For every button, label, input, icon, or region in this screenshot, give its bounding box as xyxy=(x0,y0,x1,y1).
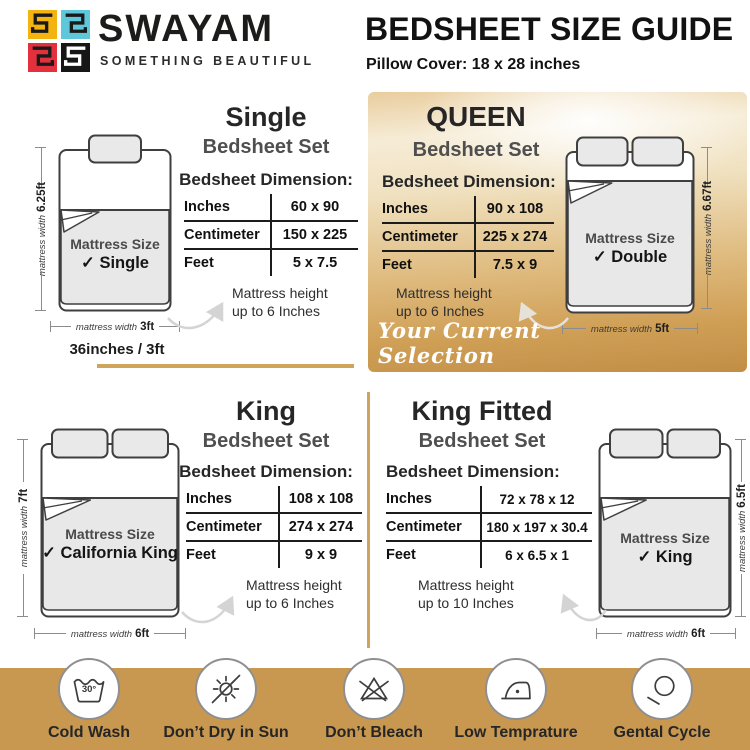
mattress-size-label: Mattress Size ✓ Single xyxy=(70,236,160,272)
check-icon: ✓ xyxy=(42,544,56,562)
dimension-table xyxy=(184,194,358,276)
bed-diagram xyxy=(58,134,172,312)
table-row: Feet 9 x 9 xyxy=(186,542,362,568)
check-icon: ✓ xyxy=(81,254,95,272)
logo-square-icon xyxy=(28,43,57,72)
dimension-heading: Bedsheet Dimension: xyxy=(386,462,560,481)
page-title: BEDSHEET SIZE GUIDE xyxy=(365,11,734,47)
mattress-size-label: Mattress Size ✓ California King xyxy=(42,526,178,562)
table-row: Feet 5 x 7.5 xyxy=(184,250,358,276)
quadrant-king xyxy=(0,390,366,655)
curved-arrow xyxy=(558,584,610,626)
table-row: Centimeter 274 x 274 xyxy=(186,514,362,542)
logo-square-icon xyxy=(28,10,57,39)
size-name: King Fitted xyxy=(411,396,553,426)
table-row: Centimeter 150 x 225 xyxy=(184,222,358,250)
check-icon: ✓ xyxy=(637,548,652,566)
table-row: Feet 7.5 x 9 xyxy=(382,252,554,278)
set-label: Bedsheet Set xyxy=(202,136,330,158)
mattress-size-label: Mattress Size ✓ Double xyxy=(585,230,675,266)
curved-arrow xyxy=(164,290,230,336)
dimension-table xyxy=(386,486,592,568)
dimension-table xyxy=(382,196,554,278)
bottom-dimension: mattress width 5ft xyxy=(562,321,698,335)
pillow-cover-subtitle: Pillow Cover: 18 x 28 inches xyxy=(366,56,581,73)
low-temperature-icon xyxy=(496,669,536,709)
care-circle xyxy=(58,658,120,720)
dont-bleach-icon xyxy=(354,669,394,709)
table-row: Inches 108 x 108 xyxy=(186,486,362,514)
side-dimension: mattress width6.67ft xyxy=(700,148,714,308)
care-circle xyxy=(485,658,547,720)
quadrant-king-fitted xyxy=(372,390,750,655)
dimension-heading: Bedsheet Dimension: xyxy=(179,462,353,481)
dimension-table xyxy=(186,486,362,568)
mattress-height-note: Mattress height up to 6 Inches xyxy=(396,285,492,320)
wash-temperature: 30° xyxy=(81,684,97,695)
brand-name: SWAYAM xyxy=(98,8,275,50)
set-label: Bedsheet Set xyxy=(418,430,546,452)
dimension-heading: Bedsheet Dimension: xyxy=(179,170,353,189)
bottom-dimension: mattress width 3ft xyxy=(50,319,180,333)
dont-dry-in-sun-icon xyxy=(206,669,246,709)
set-label: Bedsheet Set xyxy=(202,430,330,452)
mattress-height-note: Mattress height up to 6 Inches xyxy=(246,577,342,612)
table-row: Inches 60 x 90 xyxy=(184,194,358,222)
bed-diagram xyxy=(565,136,695,314)
brand-tagline: SOMETHING BEAUTIFUL xyxy=(100,54,315,68)
size-name: King xyxy=(236,396,296,426)
bottom-dimension: mattress width 6ft xyxy=(34,626,186,640)
bottom-dimension: mattress width 6ft xyxy=(596,626,736,640)
care-item: 30° Cold Wash xyxy=(14,658,164,742)
care-circle xyxy=(631,658,693,720)
care-circle xyxy=(195,658,257,720)
care-item: Don’t Dry in Sun xyxy=(151,658,301,742)
quadrant-single xyxy=(0,90,366,372)
set-label: Bedsheet Set xyxy=(412,139,540,161)
size-name: Single xyxy=(225,102,307,132)
gold-divider-vertical xyxy=(367,392,370,648)
table-row: Inches 90 x 108 xyxy=(382,196,554,224)
mattress-height-note: Mattress height up to 6 Inches xyxy=(232,285,328,320)
size-footnote: 36inches / 3ft xyxy=(69,341,165,358)
brand-logo xyxy=(28,10,90,72)
check-icon: ✓ xyxy=(592,248,607,266)
care-instructions-strip xyxy=(0,668,750,750)
table-row: Inches 72 x 78 x 12 xyxy=(386,486,592,514)
mattress-height-note: Mattress height up to 10 Inches xyxy=(418,577,514,612)
logo-square-icon xyxy=(61,43,90,72)
current-selection-label: Your Current Selection xyxy=(378,318,541,368)
care-item: Gental Cycle xyxy=(587,658,737,742)
care-circle xyxy=(343,658,405,720)
size-name: QUEEN xyxy=(426,101,526,132)
side-dimension: mattress width7ft xyxy=(16,440,30,616)
side-dimension: mattress width6.5ft xyxy=(734,440,748,616)
quadrant-queen-selected xyxy=(368,92,747,372)
logo-square-icon xyxy=(61,10,90,39)
dimension-heading: Bedsheet Dimension: xyxy=(382,172,556,191)
bed-diagram xyxy=(598,428,732,618)
side-dimension: mattress width6.25ft xyxy=(34,148,48,310)
table-row: Centimeter 225 x 274 xyxy=(382,224,554,252)
table-row: Feet 6 x 6.5 x 1 xyxy=(386,542,592,568)
care-item: Don’t Bleach xyxy=(299,658,449,742)
care-item: Low Temprature xyxy=(441,658,591,742)
gentle-cycle-icon xyxy=(642,669,682,709)
table-row: Centimeter 180 x 197 x 30.4 xyxy=(386,514,592,542)
bed-diagram xyxy=(40,428,180,618)
curved-arrow xyxy=(178,584,240,628)
gold-divider-horizontal xyxy=(97,364,354,368)
mattress-size-label: Mattress Size ✓ King xyxy=(620,530,710,566)
